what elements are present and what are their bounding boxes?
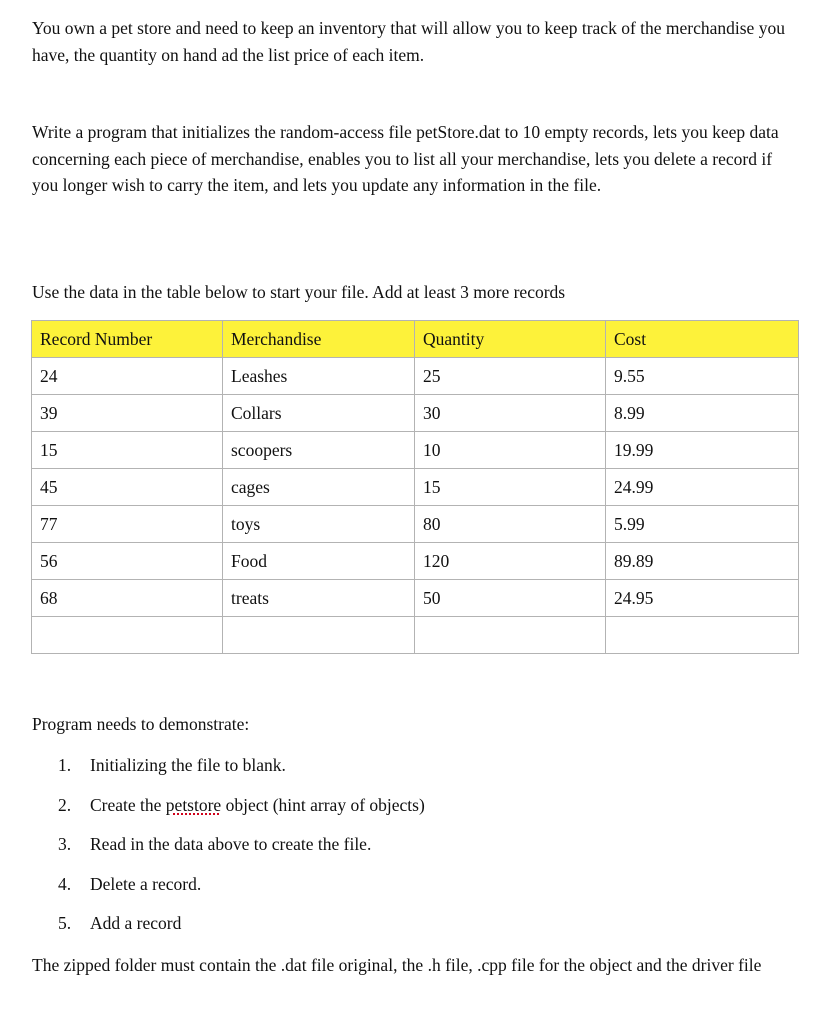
quantity-cell: 50 [415, 580, 606, 617]
list-item [58, 752, 425, 792]
step-text-pre: Create the [90, 794, 166, 815]
cost-cell: 8.99 [606, 395, 799, 432]
cost-cell: 89.89 [606, 543, 799, 580]
quantity-cell: 80 [415, 506, 606, 543]
step-number: 3. [58, 834, 72, 854]
quantity-cell: 30 [415, 395, 606, 432]
step-number: 1. [58, 755, 72, 775]
list-item [58, 792, 425, 832]
step-number: 5. [58, 913, 72, 933]
step-text: Initializing the file to blank. [90, 755, 286, 775]
quantity-cell: 25 [415, 358, 606, 395]
cost-cell [606, 617, 799, 654]
table-row [32, 358, 799, 395]
merchandise-cell: Food [223, 543, 415, 580]
merchandise-cell: Collars [223, 395, 415, 432]
merchandise-cell: cages [223, 469, 415, 506]
cost-cell: 24.95 [606, 580, 799, 617]
table-row [32, 432, 799, 469]
inventory-table [31, 320, 799, 654]
list-item [58, 831, 425, 871]
record-number-cell: 15 [32, 432, 223, 469]
step-number: 4. [58, 873, 72, 894]
cost-cell: 9.55 [606, 358, 799, 395]
record-number-cell: 39 [32, 395, 223, 432]
step-number: 2. [58, 794, 72, 815]
record-number-cell [32, 617, 223, 654]
header-quantity: Quantity [415, 321, 606, 358]
merchandise-cell: Leashes [223, 358, 415, 395]
cost-cell: 24.99 [606, 469, 799, 506]
quantity-cell [415, 617, 606, 654]
closing-paragraph: The zipped folder must contain the .dat file original, the .h file, .cpp file for the object and the driver file [32, 955, 762, 975]
record-number-cell: 56 [32, 543, 223, 580]
record-number-cell: 45 [32, 469, 223, 506]
header-merchandise: Merchandise [223, 321, 415, 358]
demo-heading: Program needs to demonstrate: [32, 714, 250, 734]
table-row [32, 580, 799, 617]
step-text: Delete a record. [90, 873, 202, 894]
demo-steps-list [58, 752, 425, 950]
record-number-cell: 77 [32, 506, 223, 543]
quantity-cell: 15 [415, 469, 606, 506]
table-row [32, 469, 799, 506]
list-item [58, 871, 425, 911]
step-text [90, 792, 425, 832]
step-text: Read in the data above to create the file. [90, 834, 372, 854]
quantity-cell: 10 [415, 432, 606, 469]
cost-cell: 5.99 [606, 506, 799, 543]
merchandise-cell: toys [223, 506, 415, 543]
merchandise-cell: treats [223, 580, 415, 617]
table-row [32, 395, 799, 432]
record-number-cell: 68 [32, 580, 223, 617]
spellcheck-flagged-word: petstore [165, 794, 222, 815]
quantity-cell: 120 [415, 543, 606, 580]
table-row-empty [32, 617, 799, 654]
list-item [58, 910, 425, 950]
table-header-row [32, 321, 799, 358]
intro-paragraph: You own a pet store and need to keep an inventory that will allow you to keep track of the merchandise you have, the quantity on hand ad the list price of each item. [32, 18, 785, 65]
step-text-post: object (hint array of objects) [221, 794, 425, 815]
table-row [32, 506, 799, 543]
merchandise-cell [223, 617, 415, 654]
header-cost: Cost [606, 321, 799, 358]
step-text: Add a record [90, 913, 182, 933]
record-number-cell: 24 [32, 358, 223, 395]
merchandise-cell: scoopers [223, 432, 415, 469]
task-paragraph: Write a program that initializes the random-access file petStore.dat to 10 empty records, lets you keep data concerning each piece of merchandise, enables you to list all your merchandise, lets you delete a record if you longer wish to carry the item, and lets you update any information in the file. [32, 122, 779, 195]
header-record-number: Record Number [32, 321, 223, 358]
use-data-paragraph: Use the data in the table below to start your file. Add at least 3 more records [32, 282, 566, 302]
table-row [32, 543, 799, 580]
cost-cell: 19.99 [606, 432, 799, 469]
